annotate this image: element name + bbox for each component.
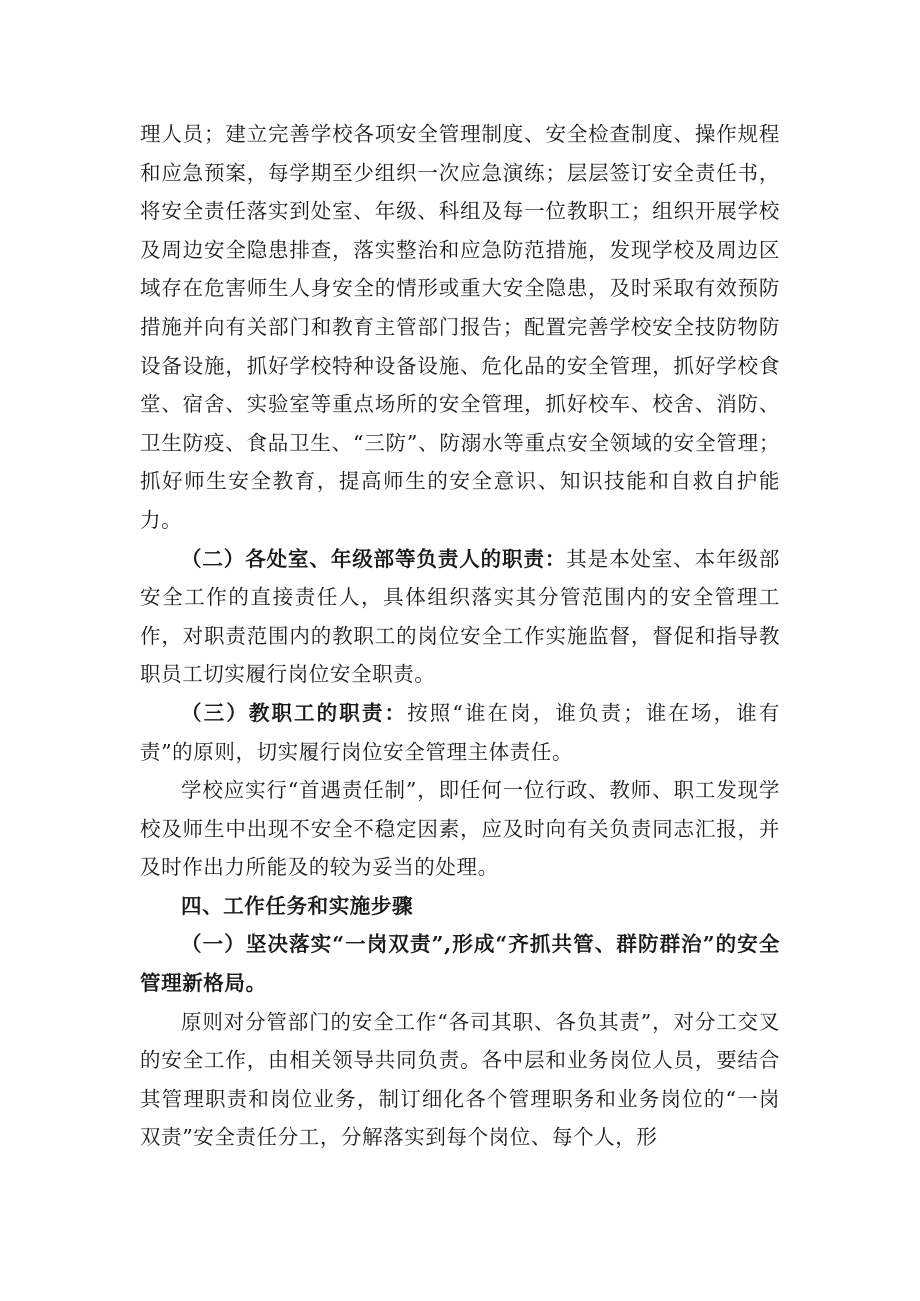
- paragraph-staff-duties: [140, 694, 780, 771]
- section-heading-tasks: 四、工作任务和实施步骤: [181, 893, 414, 918]
- department-duties-text: 其是本处室、本年级部安全工作的直接责任人，具体组织落实其分管范围内的安全管理工作，对职责范围内的教职工的岗位安全工作实施监督，督促和指导教职员工切实履行岗位安全职责。: [140, 546, 780, 687]
- staff-duties-text: 按照“谁在岗，谁负责；谁在场，谁有责”的原则，切实履行岗位安全管理主体责任。: [140, 700, 780, 764]
- paragraph-principal-duties: 理人员；建立完善学校各项安全管理制度、安全检查制度、操作规程和应急预案，每学期至少组织一次应急演练；层层签订安全责任书，将安全责任落实到处室、年级、科组及每一位教职工；组织开展学校及周边安全隐患排查，落实整治和应急防范措施，发现学校及周边区域存在危害师生人身安全的情形或重大安全隐患，及时采取有效预防措施并向有关部门和教育主管部门报告；配置完善学校安全技防物防设备设施，抓好学校特种设备设施、危化品的安全管理，抓好学校食堂、宿舍、实验室等重点场所的安全管理，抓好校车、校舍、消防、卫生防疫、食品卫生、“三防”、防溺水等重点安全领域的安全管理；抓好师生安全教育，提高师生的安全意识、知识技能和自救自护能力。: [140, 122, 780, 532]
- subheading-one-post-two-duties: （一）坚决落实“一岗双责”,形成“齐抓共管、群防群治”的安全管理新格局。: [140, 932, 780, 996]
- subheading-department-duties: （二）各处室、年级部等负责人的职责：: [181, 546, 567, 571]
- paragraph-first-encounter: 学校应实行“首遇责任制”，即任何一位行政、教师、职工发现学校及师生中出现不安全不稳定因素，应及时向有关负责同志汇报，并及时作出力所能及的较为妥当的处理。: [140, 778, 780, 880]
- subheading-staff-duties: （三）教职工的职责：: [181, 700, 408, 725]
- paragraph-responsibility-division: 原则对分管部门的安全工作“各司其职、各负其责”，对分工交叉的安全工作，由相关领导共同负责。各中层和业务岗位人员，要结合其管理职责和岗位业务，制订细化各个管理职务和业务岗位的“一岗双责”安全责任分工，分解落实到每个岗位、每个人，形: [140, 1009, 780, 1150]
- paragraph-department-duties: [140, 540, 780, 694]
- document-page: [140, 115, 780, 1157]
